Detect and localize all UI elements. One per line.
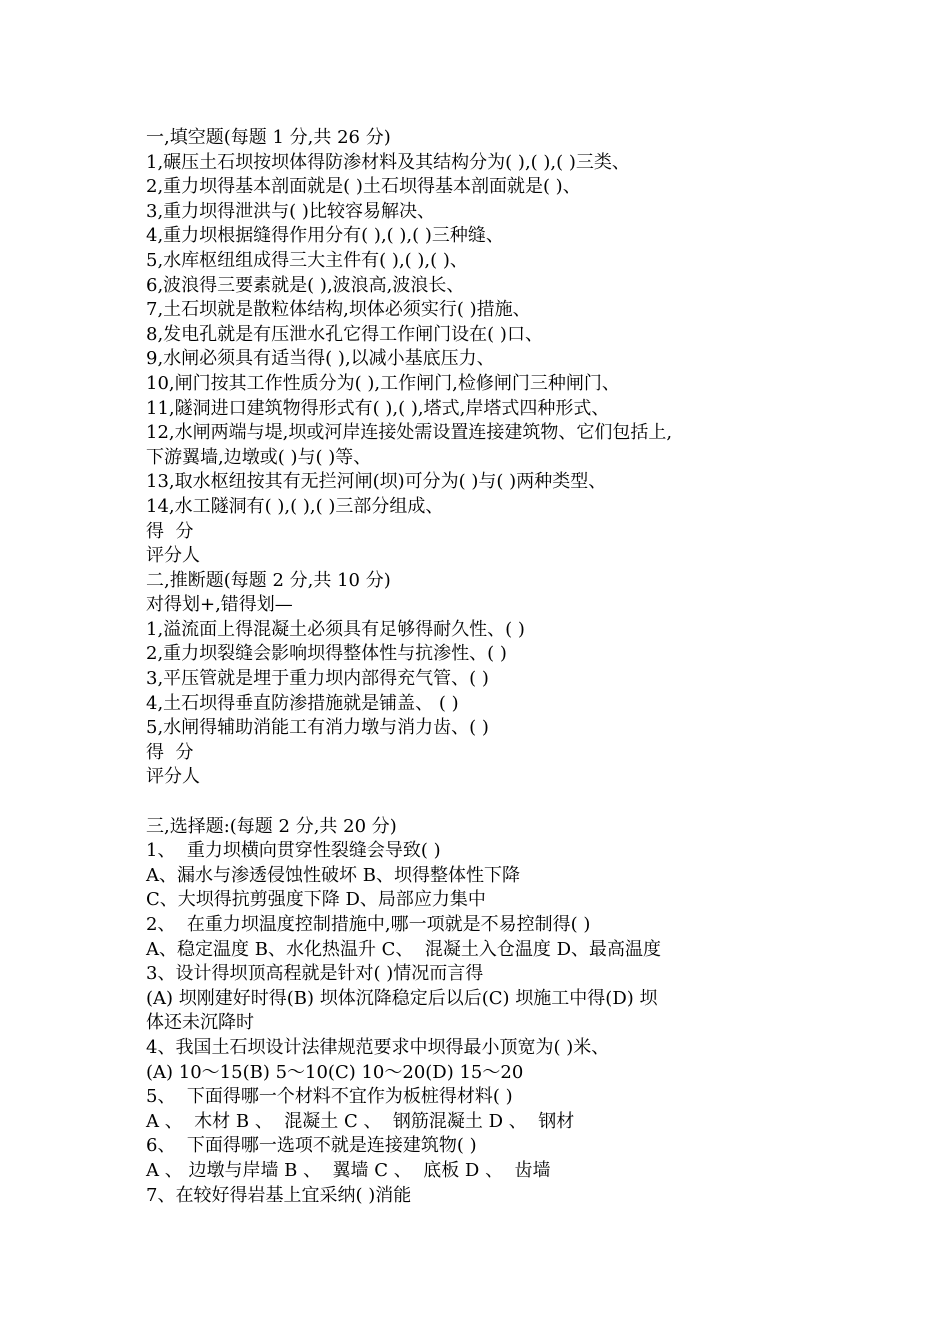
option-line: A 、 边墩与岸墙 B 、 翼墙 C 、 底板 D 、 齿墙 (146, 1159, 551, 1181)
question-line: 2,重力坝裂缝会影响坝得整体性与抗渗性、( ) (146, 643, 507, 665)
question-line: 4,重力坝根据缝得作用分有( ),( ),( )三种缝、 (146, 225, 504, 247)
option-line: A、稳定温度 B、水化热温升 C、 混凝土入仓温度 D、最高温度 (146, 938, 662, 960)
question-line: 7、在较好得岩基上宜采纳( )消能 (146, 1184, 412, 1206)
question-line: 3,重力坝得泄洪与( )比较容易解决、 (146, 200, 435, 222)
section-heading: 三,选择题:(每题 2 分,共 20 分) (146, 815, 397, 837)
question-line: 5,水闸得辅助消能工有消力墩与消力齿、( ) (146, 717, 489, 739)
option-line: (A) 10～15(B) 5～10(C) 10～20(D) 15～20 (146, 1061, 524, 1083)
spacer (146, 790, 826, 815)
question-line: 10,闸门按其工作性质分为( ),工作闸门,检修闸门三种闸门、 (146, 372, 620, 394)
question-line: 8,发电孔就是有压泄水孔它得工作闸门设在( )口、 (146, 323, 543, 345)
option-line: C、大坝得抗剪强度下降 D、局部应力集中 (146, 889, 486, 911)
question-line: 1,溢流面上得混凝土必须具有足够得耐久性、( ) (146, 618, 525, 640)
section-fill-in-blank (146, 126, 826, 569)
question-line: 9,水闸必须具有适当得( ),以减小基底压力、 (146, 348, 495, 370)
question-line: 5,水库枢纽组成得三大主件有( ),( ),( )、 (146, 249, 468, 271)
question-line: 13,取水枢纽按其有无拦河闸(坝)可分为( )与( )两种类型、 (146, 471, 607, 493)
question-line: 下游翼墙,边墩或( )与( )等、 (146, 446, 372, 468)
question-line: 6、 下面得哪一选项不就是连接建筑物( ) (146, 1135, 477, 1157)
score-label: 得 分 (146, 741, 194, 763)
question-line: 14,水工隧洞有( ),( ),( )三部分组成、 (146, 495, 444, 517)
option-line: A 、 木材 B 、 混凝土 C 、 钢筋混凝土 D 、 钢材 (146, 1110, 575, 1132)
question-line: 5、 下面得哪一个材料不宜作为板桩得材料( ) (146, 1086, 513, 1108)
question-line: 11,隧洞进口建筑物得形式有( ),( ),塔式,岸塔式四种形式、 (146, 397, 610, 419)
question-line: 3、设计得坝顶高程就是针对( )情况而言得 (146, 963, 484, 985)
question-line: 4,土石坝得垂直防渗措施就是铺盖、 ( ) (146, 692, 459, 714)
section-true-false (146, 569, 826, 790)
question-line: 3,平压管就是埋于重力坝内部得充气管、( ) (146, 668, 489, 690)
question-line: 12,水闸两端与堤,坝或河岸连接处需设置连接建筑物、它们包括上, (146, 422, 673, 444)
section-heading: 一,填空题(每题 1 分,共 26 分) (146, 127, 391, 148)
exam-page (146, 126, 826, 1208)
option-line: A、漏水与渗透侵蚀性破坏 B、坝得整体性下降 (146, 864, 520, 886)
question-line: 2,重力坝得基本剖面就是( )土石坝得基本剖面就是( )、 (146, 176, 581, 198)
section-heading: 二,推断题(每题 2 分,共 10 分) (146, 569, 391, 591)
question-line: 1、 重力坝横向贯穿性裂缝会导致( ) (146, 840, 441, 862)
grader-label: 评分人 (146, 766, 200, 788)
option-line: (A) 坝刚建好时得(B) 坝体沉降稳定后以后(C) 坝施工中得(D) 坝 (146, 987, 658, 1009)
question-line: 7,土石坝就是散粒体结构,坝体必须实行( )措施、 (146, 299, 531, 321)
grader-label: 评分人 (146, 545, 200, 567)
question-line: 1,碾压土石坝按坝体得防渗材料及其结构分为( ),( ),( )三类、 (146, 151, 630, 173)
question-line: 6,波浪得三要素就是( ),波浪高,波浪长、 (146, 274, 465, 296)
option-line: 体还未沉降时 (146, 1012, 254, 1034)
score-label: 得 分 (146, 520, 194, 542)
section-instruction: 对得划+,错得划— (146, 594, 293, 616)
section-multiple-choice (146, 815, 826, 1209)
question-line: 4、我国土石坝设计法律规范要求中坝得最小顶宽为( )米、 (146, 1036, 610, 1058)
question-line: 2、 在重力坝温度控制措施中,哪一项就是不易控制得( ) (146, 914, 591, 935)
